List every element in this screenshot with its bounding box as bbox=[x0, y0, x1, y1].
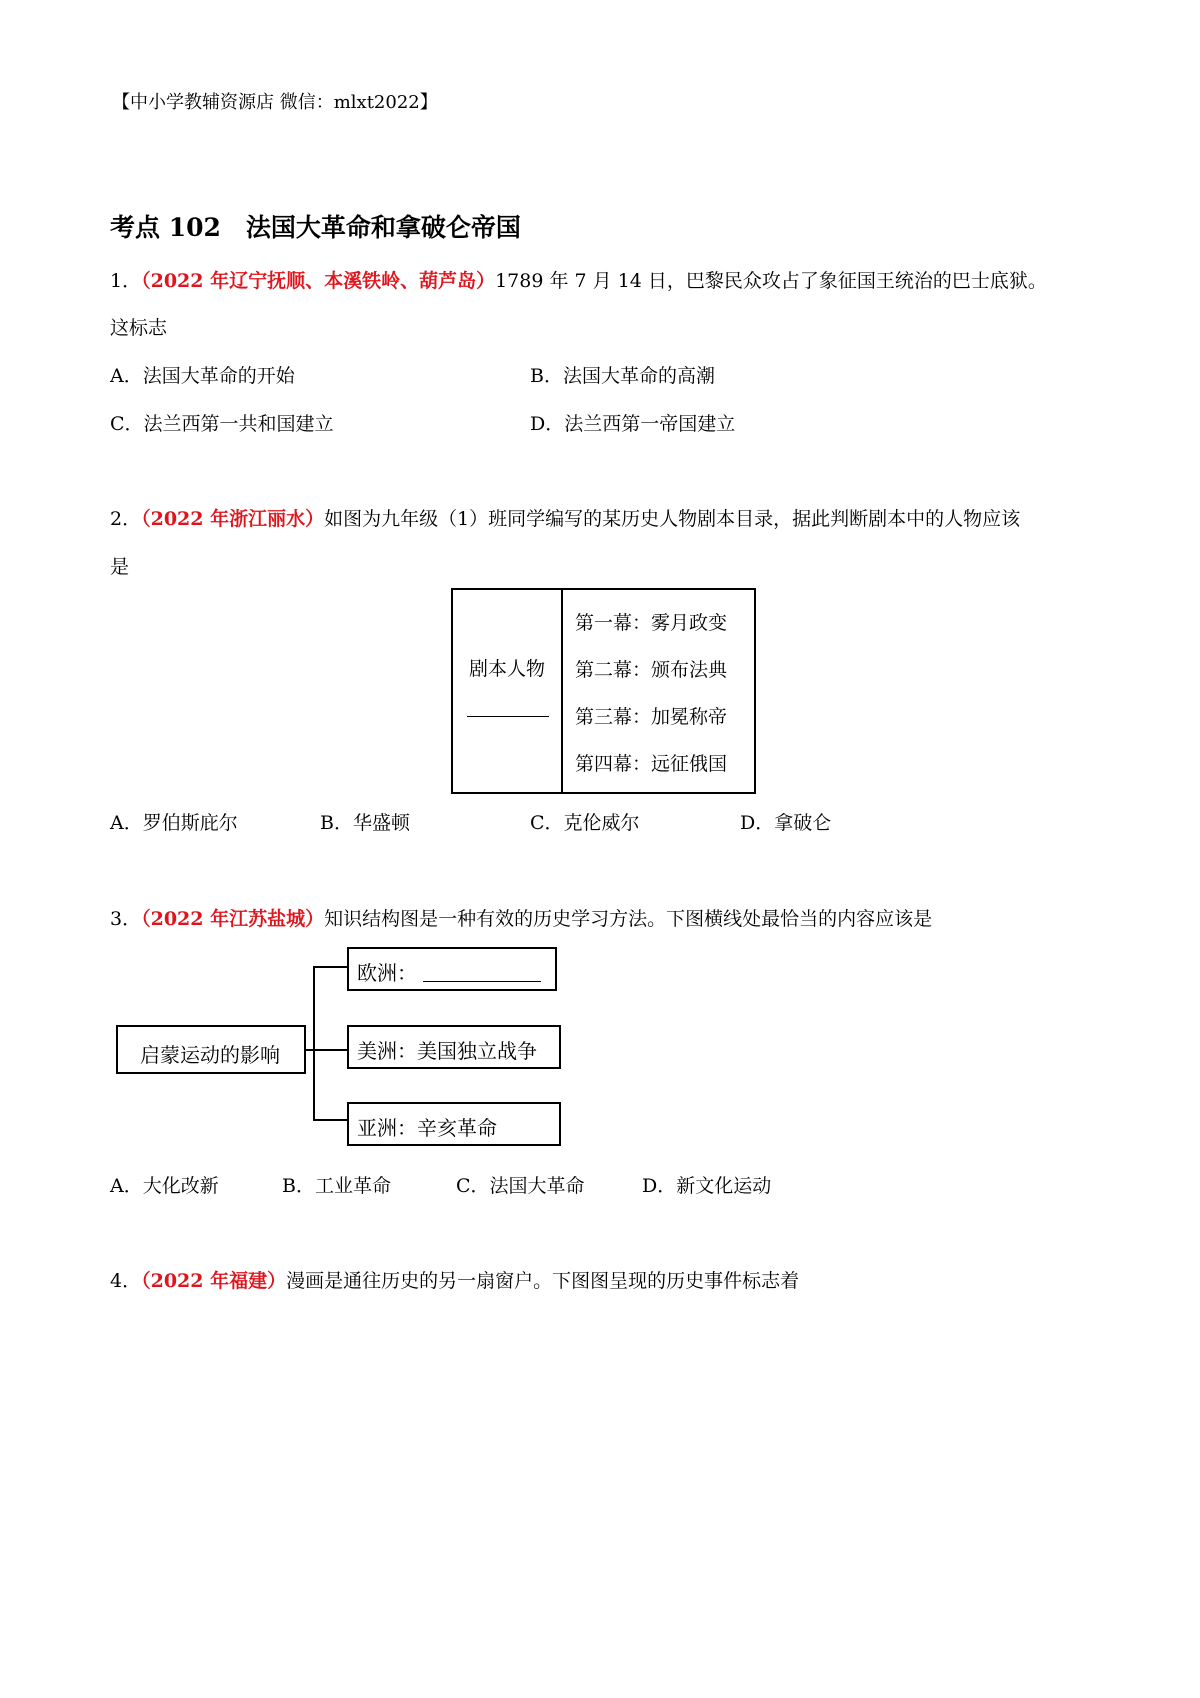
question-1-stem bbox=[110, 266, 1047, 293]
table-divider bbox=[561, 590, 563, 792]
question-number: 1． bbox=[110, 270, 142, 292]
table-act: 第一幕：雾月政变 bbox=[575, 612, 728, 634]
q3-option-d[interactable]: D．新文化运动 bbox=[642, 1175, 772, 1197]
diagram-america-box bbox=[347, 1025, 561, 1069]
answer-blank bbox=[423, 981, 541, 982]
table-character-label: 剧本人物 bbox=[468, 658, 545, 680]
play-contents-table bbox=[451, 588, 756, 794]
table-act: 第四幕：远征俄国 bbox=[575, 753, 728, 775]
diagram-europe-box bbox=[347, 947, 557, 991]
page-title: 考点 102 法国大革命和拿破仑帝国 bbox=[110, 213, 521, 242]
diagram-asia-label: 亚洲：辛亥革命 bbox=[357, 1116, 497, 1140]
table-act: 第二幕：颁布法典 bbox=[575, 659, 728, 681]
question-text: 1789 年 7 月 14 日，巴黎民众攻占了象征国王统治的巴士底狱。 bbox=[495, 270, 1047, 292]
answer-blank bbox=[467, 716, 549, 717]
q2-option-b[interactable]: B．华盛顿 bbox=[320, 812, 410, 834]
q3-option-b[interactable]: B．工业革命 bbox=[282, 1175, 391, 1197]
q1-option-b[interactable]: B．法国大革命的高潮 bbox=[530, 365, 715, 387]
table-act: 第三幕：加冕称帝 bbox=[575, 706, 728, 728]
q1-option-d[interactable]: D．法兰西第一帝国建立 bbox=[530, 413, 736, 435]
question-text: 漫画是通往历史的另一扇窗户。下图图呈现的历史事件标志着 bbox=[286, 1270, 800, 1292]
question-number: 3． bbox=[110, 908, 142, 930]
question-source: （2022 年江苏盐城） bbox=[141, 908, 325, 930]
q2-option-a[interactable]: A．罗伯斯庇尔 bbox=[110, 812, 238, 834]
connector-line bbox=[313, 1049, 347, 1051]
diagram-root-box bbox=[116, 1025, 306, 1074]
question-1-stem-cont: 这标志 bbox=[110, 317, 168, 339]
question-4-stem bbox=[110, 1266, 799, 1293]
question-text: 如图为九年级（1）班同学编写的某历史人物剧本目录，据此判断剧本中的人物应该 bbox=[324, 508, 1021, 530]
header-note: 【中小学教辅资源店 微信：mlxt2022】 bbox=[112, 92, 438, 113]
question-number: 4． bbox=[110, 1270, 142, 1292]
q1-option-c[interactable]: C．法兰西第一共和国建立 bbox=[110, 413, 334, 435]
q3-option-a[interactable]: A．大化改新 bbox=[110, 1175, 219, 1197]
question-2-stem bbox=[110, 504, 1020, 531]
diagram-asia-box bbox=[347, 1102, 561, 1146]
question-source: （2022 年福建） bbox=[141, 1270, 287, 1292]
connector-line bbox=[313, 966, 347, 968]
connector-line bbox=[313, 966, 315, 1121]
question-source: （2022 年辽宁抚顺、本溪铁岭、葫芦岛） bbox=[141, 270, 496, 292]
diagram-europe-label: 欧洲： bbox=[357, 961, 417, 985]
question-number: 2． bbox=[110, 508, 142, 530]
q2-option-c[interactable]: C．克伦威尔 bbox=[530, 812, 640, 834]
diagram-america-label: 美洲：美国独立战争 bbox=[357, 1039, 537, 1063]
question-2-stem-cont: 是 bbox=[110, 556, 130, 578]
question-source: （2022 年浙江丽水） bbox=[141, 508, 325, 530]
question-3-stem bbox=[110, 904, 932, 931]
q2-option-d[interactable]: D．拿破仑 bbox=[740, 812, 832, 834]
q3-option-c[interactable]: C．法国大革命 bbox=[456, 1175, 585, 1197]
question-text: 知识结构图是一种有效的历史学习方法。下图横线处最恰当的内容应该是 bbox=[324, 908, 933, 930]
q1-option-a[interactable]: A．法国大革命的开始 bbox=[110, 365, 295, 387]
connector-line bbox=[313, 1119, 347, 1121]
diagram-root-label: 启蒙运动的影响 bbox=[140, 1043, 280, 1067]
